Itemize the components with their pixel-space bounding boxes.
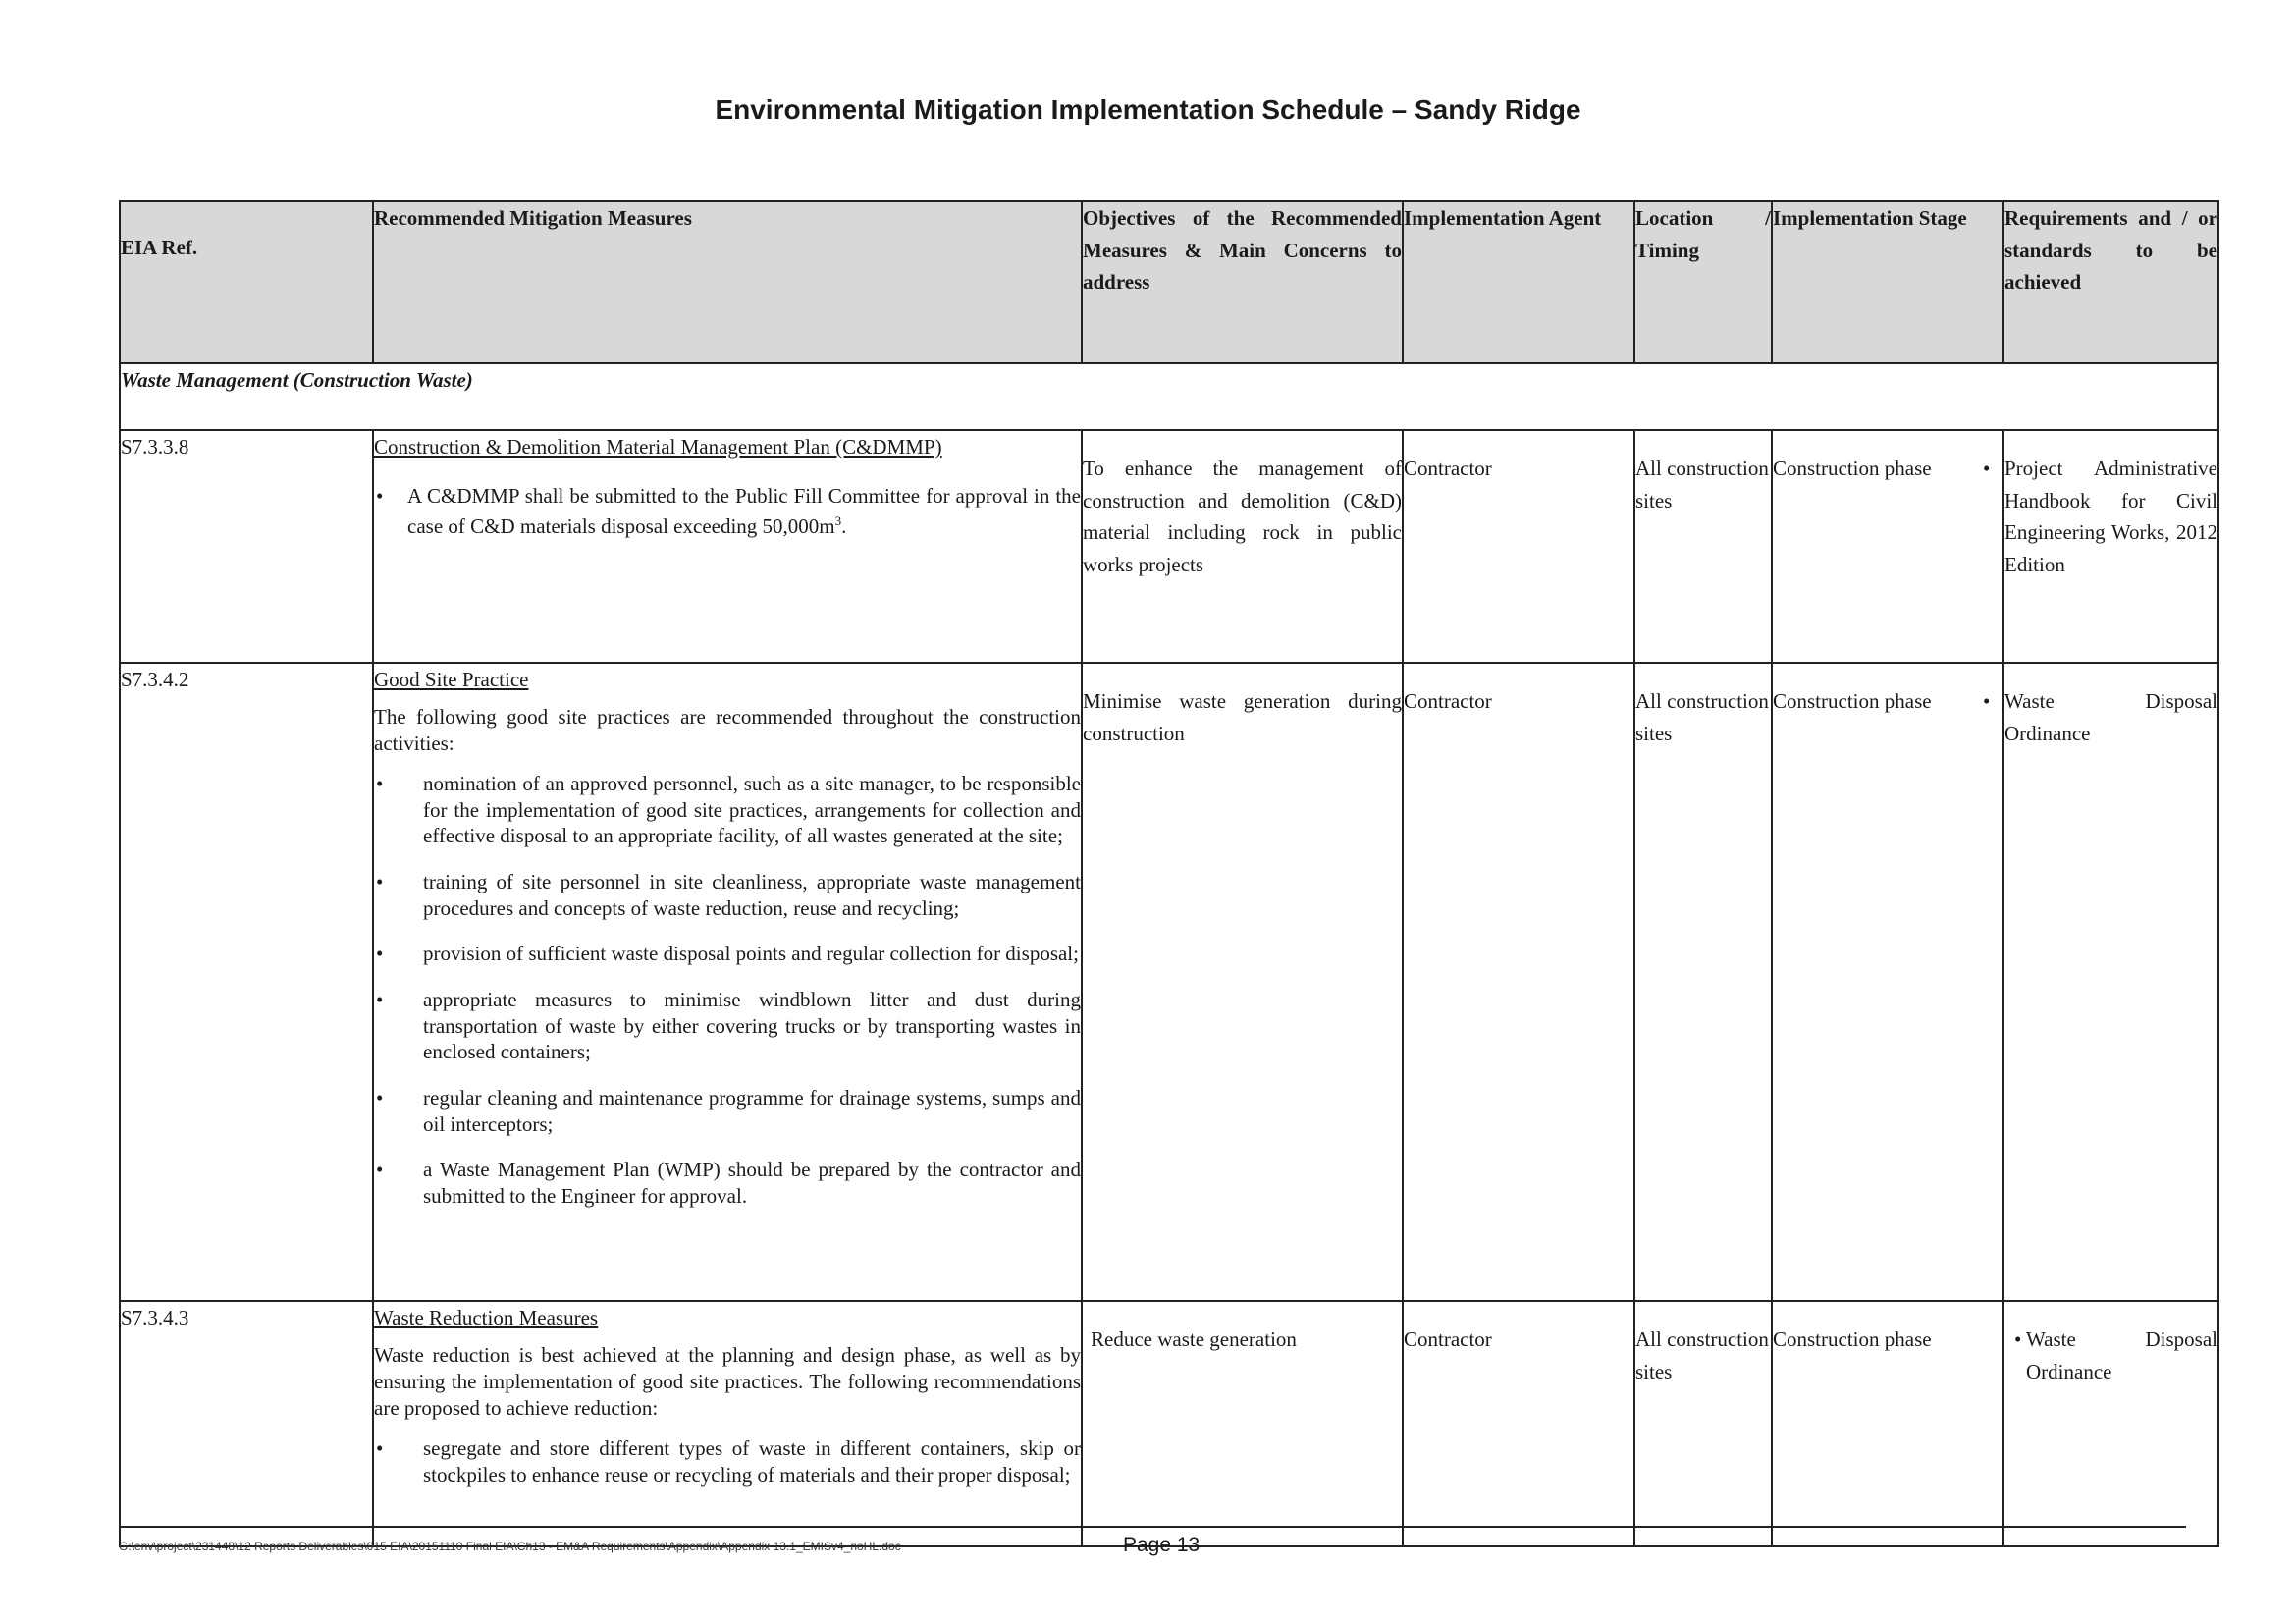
document-title: Environmental Mitigation Implementation Schedule – Sandy Ridge	[715, 94, 1581, 125]
eia-ref-cell: S7.3.4.3	[120, 1301, 373, 1546]
measures-cell	[373, 430, 1082, 663]
footer-file-path: G:\env\project\231448\12 Reports Deliverables\015 EIA\20151110 Final EIA\Ch13 - EM&A Requirements\Appendix\Appendix 13.1_EMISv4_noHL.doc	[119, 1540, 901, 1553]
requirement-cell: • Waste Disposal Ordinance	[2003, 663, 2218, 1301]
table-row	[120, 1301, 2218, 1546]
agent-cell: Contractor	[1403, 430, 1634, 663]
objective-cell: Minimise waste generation during construction	[1082, 663, 1403, 1301]
header-objectives: Objectives of the Recommended Measures & Main Concerns to address	[1082, 201, 1403, 363]
header-measures: Recommended Mitigation Measures	[373, 201, 1082, 363]
location-cell: All construction sites	[1634, 1301, 1772, 1546]
bullet-icon: •	[1983, 457, 1991, 480]
mitigation-schedule-table	[119, 200, 2219, 1547]
bullet-icon: •	[1983, 689, 1991, 713]
objective-cell: To enhance the management of construction and demolition (C&D) material including rock in public works projects	[1082, 430, 1403, 663]
agent-cell: Contractor	[1403, 663, 1634, 1301]
header-eia-ref: EIA Ref.	[120, 201, 373, 363]
table-row	[120, 663, 2218, 1301]
list-item: • segregate and store different types of waste in different containers, skip or stockpiles to enhance reuse or recycling of materials and their proper disposal;	[374, 1435, 1081, 1488]
list-item: • regular cleaning and maintenance programme for drainage systems, sumps and oil interceptors;	[374, 1085, 1081, 1137]
list-item: • appropriate measures to minimise windblown litter and dust during transportation of waste by either covering trucks or by transporting wastes in enclosed containers;	[374, 987, 1081, 1065]
list-item: • provision of sufficient waste disposal points and regular collection for disposal;	[374, 941, 1081, 967]
header-stage: Implementation Stage	[1772, 201, 2003, 363]
list-item: • nomination of an approved personnel, such as a site manager, to be responsible for the implementation of good site practices, arrangements for collection and effective disposal to an appropriate facility, of all wastes generated at the site;	[374, 771, 1081, 849]
location-cell: All construction sites	[1634, 430, 1772, 663]
location-cell: All construction sites	[1634, 663, 1772, 1301]
measures-cell	[373, 663, 1082, 1301]
requirement-cell: • Waste Disposal Ordinance	[2003, 1301, 2218, 1546]
stage-cell: Construction phase	[1772, 663, 2003, 1301]
header-requirements: Requirements and / or standards to be achieved	[2003, 201, 2218, 363]
measure-heading: Construction & Demolition Material Management Plan (C&DMMP)	[374, 435, 942, 459]
list-item: • a Waste Management Plan (WMP) should be prepared by the contractor and submitted to the Engineer for approval.	[374, 1157, 1081, 1209]
section-title: Waste Management (Construction Waste)	[120, 363, 2218, 430]
header-agent: Implementation Agent	[1403, 201, 1634, 363]
measures-cell	[373, 1301, 1082, 1546]
header-location: Location / Timing	[1634, 201, 1772, 363]
agent-cell: Contractor	[1403, 1301, 1634, 1546]
table-header-row	[120, 201, 2218, 363]
measure-heading: Good Site Practice	[374, 668, 529, 691]
requirement-cell: • Project Administrative Handbook for Civil Engineering Works, 2012 Edition	[2003, 430, 2218, 663]
stage-cell: Construction phase	[1772, 1301, 2003, 1546]
eia-ref-cell: S7.3.4.2	[120, 663, 373, 1301]
measure-intro: Waste reduction is best achieved at the planning and design phase, as well as by ensuring the implementation of good site practices. The following recommendations are proposed to achieve reduction:	[374, 1342, 1081, 1421]
measure-intro: The following good site practices are recommended throughout the construction activities:	[374, 704, 1081, 755]
objective-cell: Reduce waste generation	[1082, 1301, 1403, 1546]
list-item: • training of site personnel in site cleanliness, appropriate waste management procedures and concepts of waste reduction, reuse and recycling;	[374, 869, 1081, 921]
page-number: Page 13	[1123, 1534, 1201, 1556]
eia-ref-cell: S7.3.3.8	[120, 430, 373, 663]
section-row	[120, 363, 2218, 430]
bullet-icon: •	[2014, 1327, 2022, 1351]
list-item: • A C&DMMP shall be submitted to the Public Fill Committee for approval in the case of C&D materials disposal exceeding $50,000m^3$.	[374, 481, 1081, 543]
footer-divider	[119, 1526, 2186, 1528]
measure-heading: Waste Reduction Measures	[374, 1306, 599, 1329]
stage-cell: Construction phase	[1772, 430, 2003, 663]
table-row	[120, 430, 2218, 663]
